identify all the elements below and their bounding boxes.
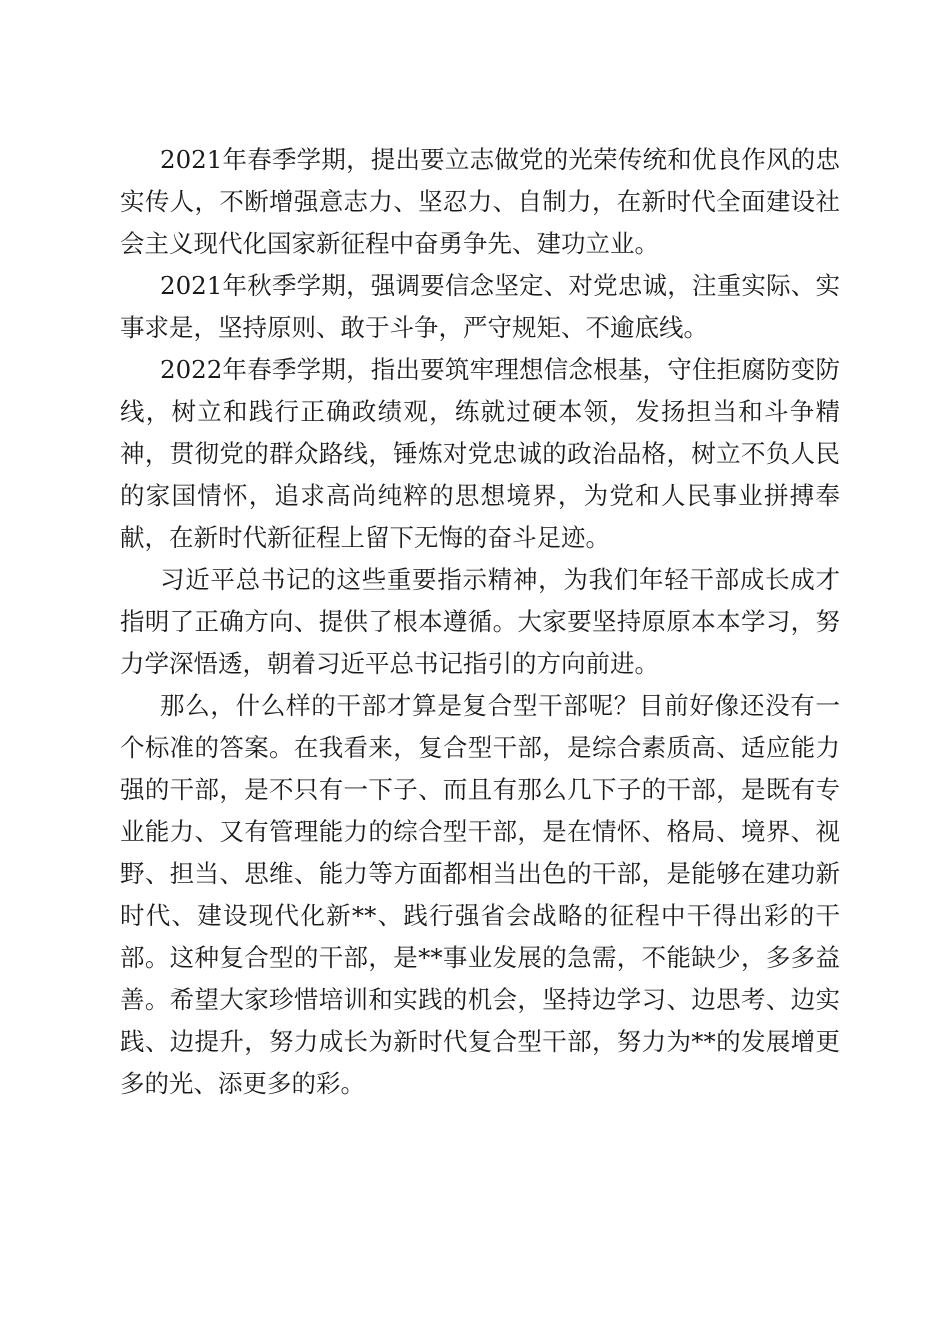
paragraph-composite-cadre: 那么，什么样的干部才算是复合型干部呢？目前好像还没有一个标准的答案。在我看来，复合型干部，是综合素质高、适应能力强的干部，是不只有一下子、而且有那么几下子的干部，是既有专业能力、又有管理能力的综合型干部，是在情怀、格局、境界、视野、担当、思维、能力等方面都相当出色的干部，是能够在建功新时代、建设现代化新**、践行强省会战略的征程中干得出彩的干部。这种复合型的干部，是**事业发展的急需，不能缺少，多多益善。希望大家珍惜培训和实践的机会，坚持边学习、边思考、边实践、边提升，努力成长为新时代复合型干部，努力为**的发展增更多的光、添更多的彩。 xyxy=(120,691,840,1098)
paragraph-spring-2022: 2022年春季学期，指出要筑牢理想信念根基，守住拒腐防变防线，树立和践行正确政绩观，练就过硬本领，发扬担当和斗争精神，贯彻党的群众路线，锤炼对党忠诚的政治品格，树立不负人民的家国情怀，追求高尚纯粹的思想境界，为党和人民事业拼搏奉献，在新时代新征程上留下无悔的奋斗足迹。 xyxy=(120,355,840,552)
paragraph-spring-2021: 2021年春季学期，提出要立志做党的光荣传统和优良作风的忠实传人，不断增强意志力、坚忍力、自制力，在新时代全面建设社会主义现代化国家新征程中奋勇争先、建功立业。 xyxy=(120,145,840,258)
paragraph-instructions-summary: 习近平总书记的这些重要指示精神，为我们年轻干部成长成才指明了正确方向、提供了根本遵循。大家要坚持原原本本学习，努力学深悟透，朝着习近平总书记指引的方向前进。 xyxy=(120,565,840,678)
document-body xyxy=(120,139,840,1105)
paragraph-autumn-2021: 2021年秋季学期，强调要信念坚定、对党忠诚，注重实际、实事求是，坚持原则、敢于斗争，严守规矩、不逾底线。 xyxy=(120,271,840,342)
